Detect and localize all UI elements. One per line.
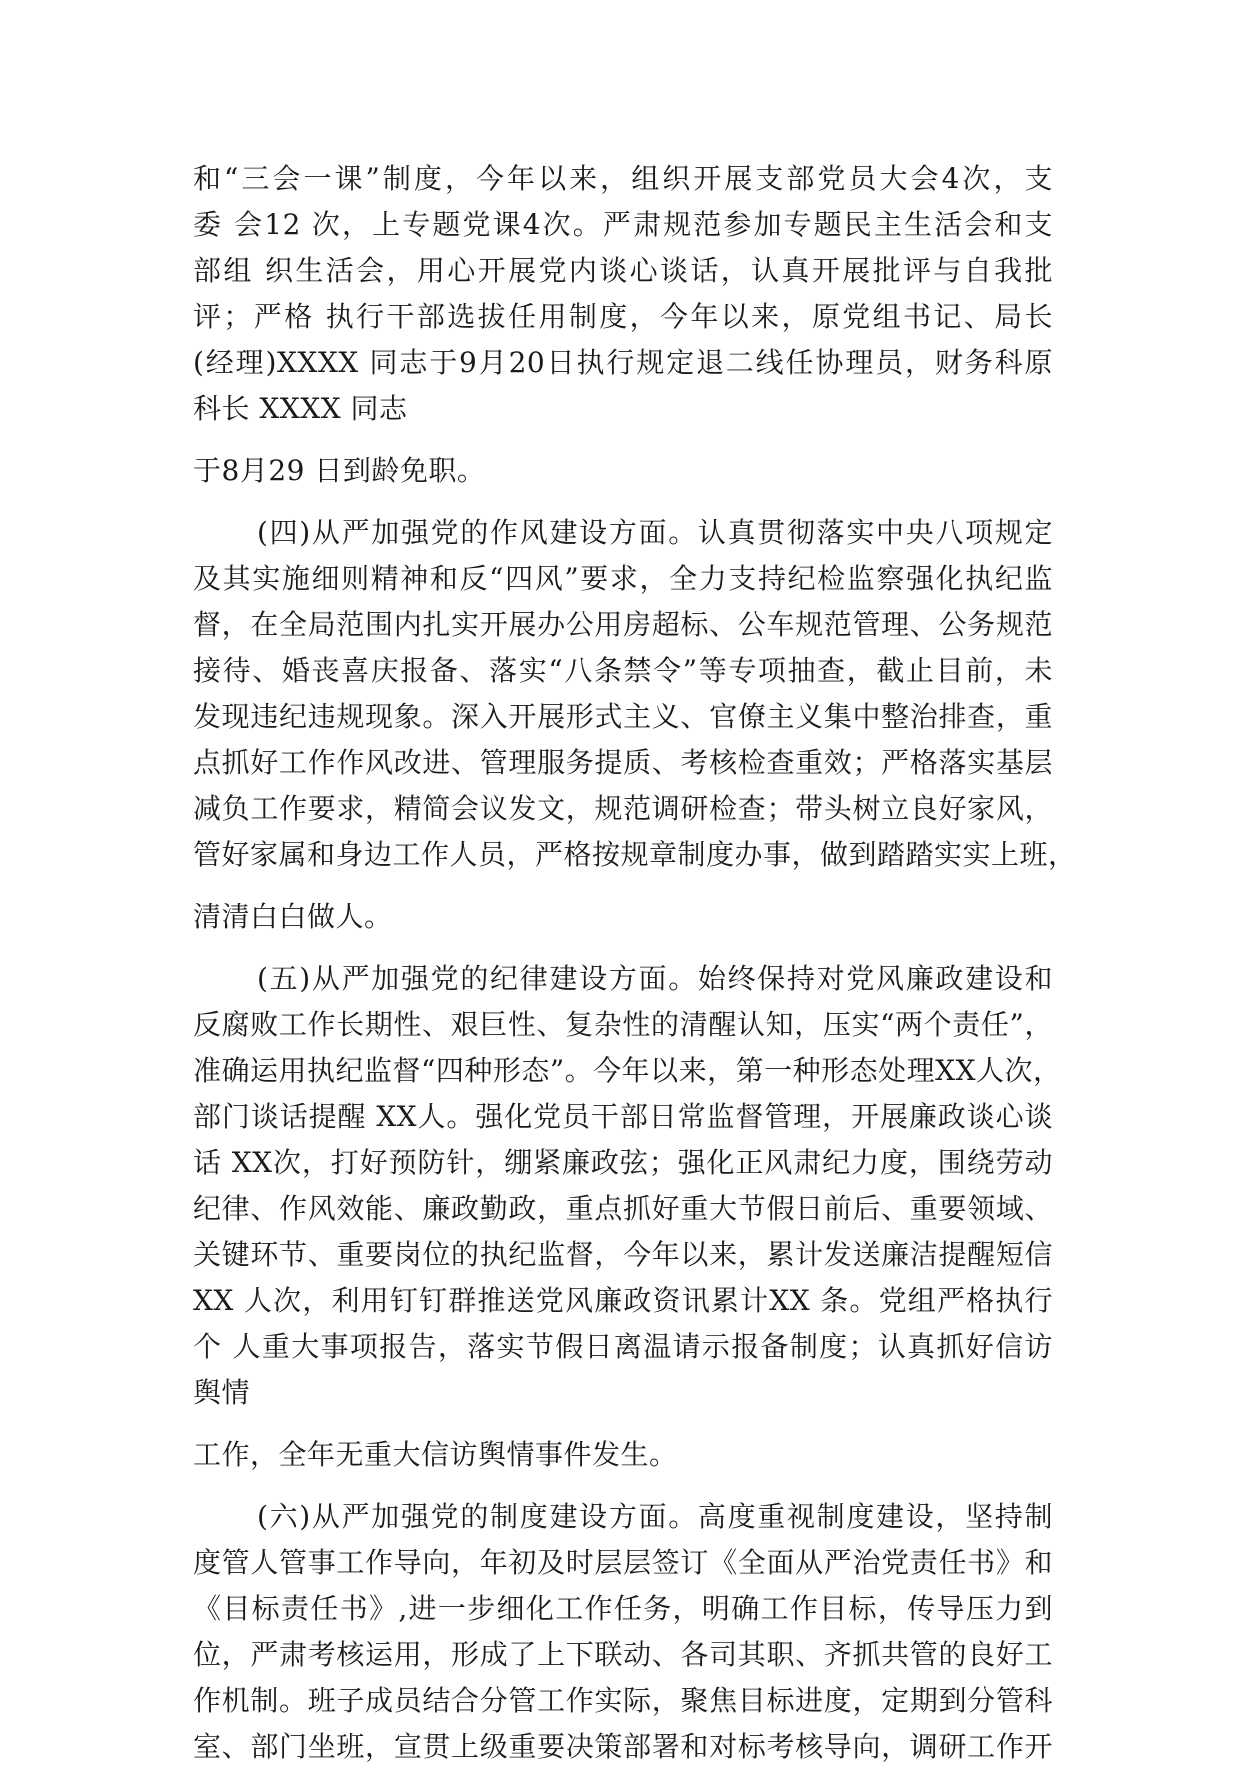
text-line: 部门谈话提醒 XX人。强化党员干部日常监督管理，开展廉政谈心谈 bbox=[193, 1100, 1053, 1133]
text-line: 位，严肃考核运用，形成了上下联动、各司其职、齐抓共管的良好工 bbox=[193, 1638, 1053, 1671]
paragraph-discipline bbox=[193, 956, 1062, 1416]
paragraph-work-style bbox=[193, 510, 1077, 878]
text-line: 反腐败工作长期性、艰巨性、复杂性的清醒认知，压实“两个责任”， bbox=[193, 1008, 1053, 1041]
text-line: XX 人次，利用钉钉群推送党风廉政资讯累计XX 条。党组严格执行 bbox=[193, 1284, 1053, 1317]
text-line: 和“三会一课”制度，今年以来，组织开展支部党员大会4次，支 bbox=[193, 162, 1053, 195]
section-heading-line: (六)从严加强党的制度建设方面。高度重视制度建设，坚持制 bbox=[257, 1500, 1053, 1533]
paragraph-institution bbox=[193, 1494, 1053, 1770]
paragraph-petitions bbox=[193, 1432, 1053, 1478]
text-line: 委 会12 次，上专题党课4次。严肃规范参加专题民主生活会和支 bbox=[193, 208, 1053, 241]
text-line: 部组 织生活会，用心开展党内谈心谈话，认真开展批评与自我批 bbox=[193, 254, 1053, 287]
text-line: 督，在全局范围内扎实开展办公用房超标、公车规范管理、公务规范 bbox=[193, 608, 1053, 641]
paragraph-three-meetings bbox=[193, 156, 1053, 432]
text-line: 准确运用执纪监督“四种形态”。今年以来，第一种形态处理XX人次， bbox=[193, 1054, 1062, 1087]
text-line: 舆情 bbox=[193, 1376, 251, 1409]
document-page bbox=[193, 156, 1077, 1770]
text-line: 于8月29 日到龄免职。 bbox=[193, 454, 486, 487]
text-line: 发现违纪违规现象。深入开展形式主义、官僚主义集中整治排查，重 bbox=[193, 700, 1053, 733]
text-line: 度管人管事工作导向，年初及时层层签订《全面从严治党责任书》和 bbox=[193, 1546, 1053, 1579]
text-line: 《目标责任书》,进一步细化工作任务，明确工作目标，传导压力到 bbox=[193, 1592, 1053, 1625]
paragraph-retirement bbox=[193, 448, 1053, 494]
text-line: 关键环节、重要岗位的执纪监督，今年以来，累计发送廉洁提醒短信 bbox=[193, 1238, 1053, 1271]
section-heading-line: (四)从严加强党的作风建设方面。认真贯彻落实中央八项规定 bbox=[257, 516, 1053, 549]
text-line: 清清白白做人。 bbox=[193, 900, 393, 933]
text-line: 作机制。班子成员结合分管工作实际，聚焦目标进度，定期到分管科 bbox=[193, 1684, 1053, 1717]
paragraph-clean-conduct bbox=[193, 894, 1053, 940]
section-heading-line: (五)从严加强党的纪律建设方面。始终保持对党风廉政建设和 bbox=[257, 962, 1053, 995]
text-line: 接待、婚丧喜庆报备、落实“八条禁令”等专项抽查，截止目前，未 bbox=[193, 654, 1053, 687]
text-line: 话 XX次，打好预防针，绷紧廉政弦；强化正风肃纪力度，围绕劳动 bbox=[193, 1146, 1053, 1179]
text-line: 科长 XXXX 同志 bbox=[193, 392, 408, 425]
text-line: 室、部门坐班，宣贯上级重要决策部署和对标考核导向，调研工作开 bbox=[193, 1730, 1053, 1763]
text-line: (经理)XXXX 同志于9月20日执行规定退二线任协理员，财务科原 bbox=[193, 346, 1053, 379]
text-line: 评；严格 执行干部选拔任用制度，今年以来，原党组书记、局长 bbox=[193, 300, 1053, 333]
text-line: 管好家属和身边工作人员，严格按规章制度办事，做到踏踏实实上班， bbox=[193, 838, 1077, 871]
text-line: 个 人重大事项报告，落实节假日离温请示报备制度；认真抓好信访 bbox=[193, 1330, 1053, 1363]
text-line: 减负工作要求，精简会议发文，规范调研检查；带头树立良好家风， bbox=[193, 792, 1053, 825]
text-line: 纪律、作风效能、廉政勤政，重点抓好重大节假日前后、重要领域、 bbox=[193, 1192, 1053, 1225]
text-line: 工作，全年无重大信访舆情事件发生。 bbox=[193, 1438, 678, 1471]
text-line: 点抓好工作作风改进、管理服务提质、考核检查重效；严格落实基层 bbox=[193, 746, 1053, 779]
text-line: 及其实施细则精神和反“四风”要求，全力支持纪检监察强化执纪监 bbox=[193, 562, 1053, 595]
